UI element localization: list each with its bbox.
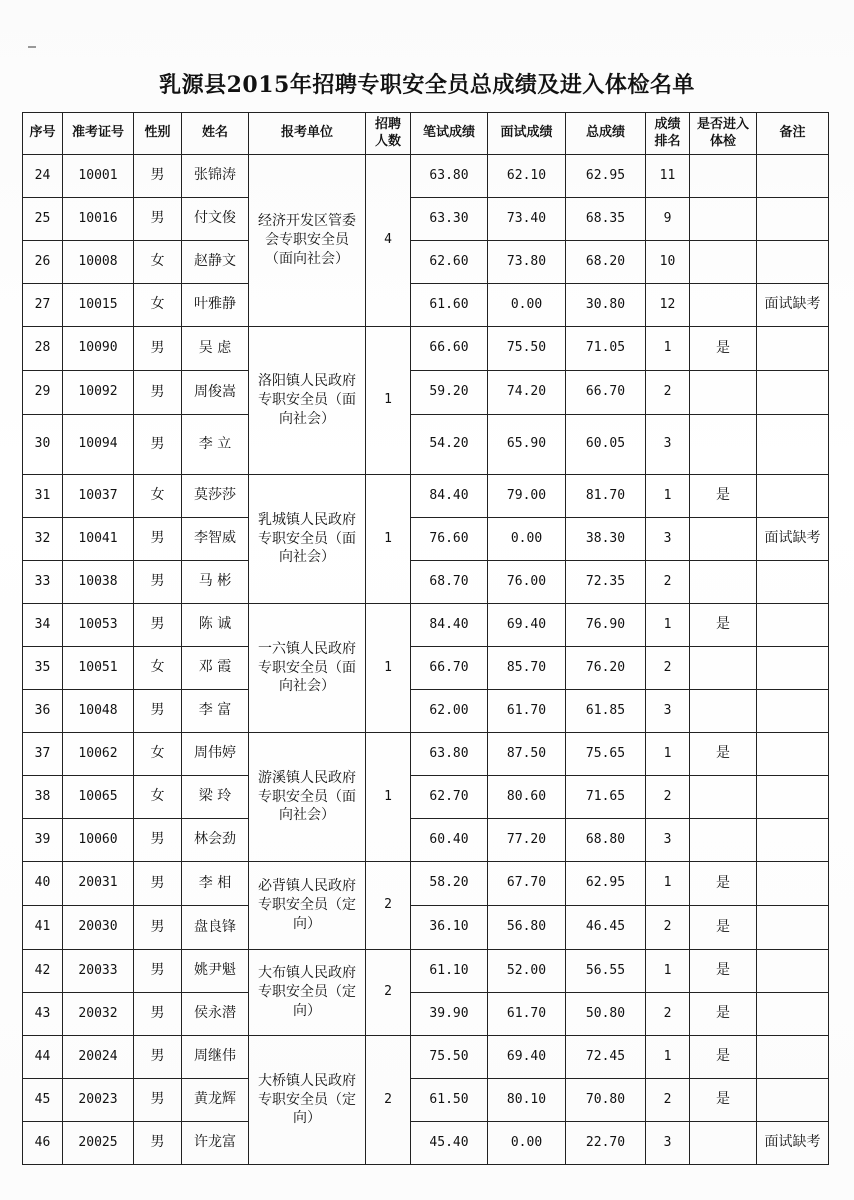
row-46-name: 许龙富 [181, 1121, 249, 1165]
row-27-interview: 0.00 [487, 283, 566, 327]
row-31-remark [756, 474, 829, 518]
row-31-total: 81.70 [565, 474, 646, 518]
row-29-rank: 2 [645, 370, 690, 415]
row-25-interview: 73.40 [487, 197, 566, 241]
row-36-seq: 36 [22, 689, 63, 733]
row-35-exam-no: 10051 [62, 646, 134, 690]
row-41-name: 盘良锋 [181, 905, 249, 950]
row-38-interview: 80.60 [487, 775, 566, 819]
row-38-gender: 女 [133, 775, 182, 819]
row-44-seq: 44 [22, 1035, 63, 1079]
row-25-gender: 男 [133, 197, 182, 241]
header-exam-no: 准考证号 [62, 112, 134, 155]
row-25-rank: 9 [645, 197, 690, 241]
header-quota: 招聘人数 [365, 112, 411, 155]
row-30-physical [689, 414, 757, 475]
row-39-physical [689, 818, 757, 862]
row-30-rank: 3 [645, 414, 690, 475]
row-44-name: 周继伟 [181, 1035, 249, 1079]
row-41-written: 36.10 [410, 905, 488, 950]
group-1-unit: 洛阳镇人民政府专职安全员（面向社会） [248, 326, 366, 475]
row-37-gender: 女 [133, 732, 182, 776]
row-41-interview: 56.80 [487, 905, 566, 950]
row-34-physical: 是 [689, 603, 757, 647]
row-27-exam-no: 10015 [62, 283, 134, 327]
group-5-quota: 2 [365, 861, 411, 950]
header-remark: 备注 [756, 112, 829, 155]
row-44-total: 72.45 [565, 1035, 646, 1079]
row-43-written: 39.90 [410, 992, 488, 1036]
row-46-rank: 3 [645, 1121, 690, 1165]
header-interview: 面试成绩 [487, 112, 566, 155]
row-45-seq: 45 [22, 1078, 63, 1122]
row-33-gender: 男 [133, 560, 182, 604]
row-32-gender: 男 [133, 517, 182, 561]
row-24-gender: 男 [133, 154, 182, 198]
row-26-name: 赵静文 [181, 240, 249, 284]
row-28-physical: 是 [689, 326, 757, 371]
row-28-exam-no: 10090 [62, 326, 134, 371]
row-28-name: 吴 虑 [181, 326, 249, 371]
row-26-gender: 女 [133, 240, 182, 284]
row-33-written: 68.70 [410, 560, 488, 604]
row-45-exam-no: 20023 [62, 1078, 134, 1122]
group-4-unit: 游溪镇人民政府专职安全员（面向社会） [248, 732, 366, 862]
row-27-remark: 面试缺考 [756, 283, 829, 327]
row-29-name: 周俊嵩 [181, 370, 249, 415]
row-26-exam-no: 10008 [62, 240, 134, 284]
row-32-remark: 面试缺考 [756, 517, 829, 561]
row-36-physical [689, 689, 757, 733]
row-30-remark [756, 414, 829, 475]
group-3-unit: 一六镇人民政府专职安全员（面向社会） [248, 603, 366, 733]
row-35-rank: 2 [645, 646, 690, 690]
row-43-remark [756, 992, 829, 1036]
row-36-interview: 61.70 [487, 689, 566, 733]
row-46-exam-no: 20025 [62, 1121, 134, 1165]
row-44-remark [756, 1035, 829, 1079]
row-41-total: 46.45 [565, 905, 646, 950]
row-36-remark [756, 689, 829, 733]
row-30-gender: 男 [133, 414, 182, 475]
row-44-written: 75.50 [410, 1035, 488, 1079]
row-45-total: 70.80 [565, 1078, 646, 1122]
row-31-seq: 31 [22, 474, 63, 518]
row-32-rank: 3 [645, 517, 690, 561]
row-25-total: 68.35 [565, 197, 646, 241]
row-35-total: 76.20 [565, 646, 646, 690]
row-40-remark [756, 861, 829, 906]
row-43-physical: 是 [689, 992, 757, 1036]
row-40-written: 58.20 [410, 861, 488, 906]
row-29-total: 66.70 [565, 370, 646, 415]
group-3-quota: 1 [365, 603, 411, 733]
row-25-written: 63.30 [410, 197, 488, 241]
row-43-gender: 男 [133, 992, 182, 1036]
group-6-unit: 大布镇人民政府专职安全员（定向） [248, 949, 366, 1036]
row-44-rank: 1 [645, 1035, 690, 1079]
row-42-seq: 42 [22, 949, 63, 993]
row-46-seq: 46 [22, 1121, 63, 1165]
row-42-written: 61.10 [410, 949, 488, 993]
row-42-total: 56.55 [565, 949, 646, 993]
row-24-seq: 24 [22, 154, 63, 198]
row-24-total: 62.95 [565, 154, 646, 198]
row-40-exam-no: 20031 [62, 861, 134, 906]
row-36-rank: 3 [645, 689, 690, 733]
row-39-rank: 3 [645, 818, 690, 862]
row-34-exam-no: 10053 [62, 603, 134, 647]
row-42-name: 姚尹魁 [181, 949, 249, 993]
row-30-total: 60.05 [565, 414, 646, 475]
row-32-physical [689, 517, 757, 561]
row-35-physical [689, 646, 757, 690]
row-24-rank: 11 [645, 154, 690, 198]
header-rank: 成绩排名 [645, 112, 690, 155]
row-32-exam-no: 10041 [62, 517, 134, 561]
row-28-seq: 28 [22, 326, 63, 371]
row-27-physical [689, 283, 757, 327]
row-27-rank: 12 [645, 283, 690, 327]
row-46-remark: 面试缺考 [756, 1121, 829, 1165]
row-37-seq: 37 [22, 732, 63, 776]
row-34-written: 84.40 [410, 603, 488, 647]
row-36-gender: 男 [133, 689, 182, 733]
row-25-exam-no: 10016 [62, 197, 134, 241]
row-31-written: 84.40 [410, 474, 488, 518]
row-42-remark [756, 949, 829, 993]
row-26-written: 62.60 [410, 240, 488, 284]
row-34-rank: 1 [645, 603, 690, 647]
row-29-exam-no: 10092 [62, 370, 134, 415]
row-25-seq: 25 [22, 197, 63, 241]
row-37-name: 周伟婷 [181, 732, 249, 776]
row-31-physical: 是 [689, 474, 757, 518]
row-45-name: 黄龙辉 [181, 1078, 249, 1122]
row-38-remark [756, 775, 829, 819]
row-31-exam-no: 10037 [62, 474, 134, 518]
row-43-interview: 61.70 [487, 992, 566, 1036]
row-26-total: 68.20 [565, 240, 646, 284]
row-41-physical: 是 [689, 905, 757, 950]
header-physical: 是否进入体检 [689, 112, 757, 155]
row-30-written: 54.20 [410, 414, 488, 475]
group-4-quota: 1 [365, 732, 411, 862]
row-37-exam-no: 10062 [62, 732, 134, 776]
row-45-written: 61.50 [410, 1078, 488, 1122]
row-40-physical: 是 [689, 861, 757, 906]
row-35-remark [756, 646, 829, 690]
row-26-physical [689, 240, 757, 284]
row-45-rank: 2 [645, 1078, 690, 1122]
row-24-remark [756, 154, 829, 198]
row-38-total: 71.65 [565, 775, 646, 819]
row-29-interview: 74.20 [487, 370, 566, 415]
row-37-physical: 是 [689, 732, 757, 776]
row-38-physical [689, 775, 757, 819]
row-46-gender: 男 [133, 1121, 182, 1165]
row-33-seq: 33 [22, 560, 63, 604]
row-37-written: 63.80 [410, 732, 488, 776]
row-24-physical [689, 154, 757, 198]
row-27-seq: 27 [22, 283, 63, 327]
row-39-interview: 77.20 [487, 818, 566, 862]
row-39-written: 60.40 [410, 818, 488, 862]
row-33-total: 72.35 [565, 560, 646, 604]
row-45-interview: 80.10 [487, 1078, 566, 1122]
row-31-name: 莫莎莎 [181, 474, 249, 518]
group-5-unit: 必背镇人民政府专职安全员（定向） [248, 861, 366, 950]
row-28-gender: 男 [133, 326, 182, 371]
row-35-written: 66.70 [410, 646, 488, 690]
row-40-seq: 40 [22, 861, 63, 906]
row-45-physical: 是 [689, 1078, 757, 1122]
row-34-seq: 34 [22, 603, 63, 647]
row-43-name: 侯永潜 [181, 992, 249, 1036]
row-43-seq: 43 [22, 992, 63, 1036]
row-39-total: 68.80 [565, 818, 646, 862]
row-28-total: 71.05 [565, 326, 646, 371]
group-1-quota: 1 [365, 326, 411, 475]
row-30-name: 李 立 [181, 414, 249, 475]
row-43-exam-no: 20032 [62, 992, 134, 1036]
row-33-physical [689, 560, 757, 604]
row-25-name: 付文俊 [181, 197, 249, 241]
row-44-gender: 男 [133, 1035, 182, 1079]
row-36-name: 李 富 [181, 689, 249, 733]
row-45-gender: 男 [133, 1078, 182, 1122]
row-27-written: 61.60 [410, 283, 488, 327]
row-26-seq: 26 [22, 240, 63, 284]
row-43-rank: 2 [645, 992, 690, 1036]
row-24-written: 63.80 [410, 154, 488, 198]
row-29-seq: 29 [22, 370, 63, 415]
row-40-rank: 1 [645, 861, 690, 906]
group-0-unit: 经济开发区管委会专职安全员（面向社会） [248, 154, 366, 327]
header-total: 总成绩 [565, 112, 646, 155]
row-44-interview: 69.40 [487, 1035, 566, 1079]
row-38-seq: 38 [22, 775, 63, 819]
row-32-interview: 0.00 [487, 517, 566, 561]
row-46-written: 45.40 [410, 1121, 488, 1165]
row-30-seq: 30 [22, 414, 63, 475]
row-33-remark [756, 560, 829, 604]
row-31-gender: 女 [133, 474, 182, 518]
row-27-name: 叶雅静 [181, 283, 249, 327]
row-28-rank: 1 [645, 326, 690, 371]
group-7-quota: 2 [365, 1035, 411, 1165]
row-33-name: 马 彬 [181, 560, 249, 604]
group-6-quota: 2 [365, 949, 411, 1036]
row-28-written: 66.60 [410, 326, 488, 371]
row-29-physical [689, 370, 757, 415]
row-42-gender: 男 [133, 949, 182, 993]
row-28-interview: 75.50 [487, 326, 566, 371]
row-39-name: 林会劲 [181, 818, 249, 862]
row-32-total: 38.30 [565, 517, 646, 561]
row-32-written: 76.60 [410, 517, 488, 561]
row-28-remark [756, 326, 829, 371]
row-42-interview: 52.00 [487, 949, 566, 993]
row-30-exam-no: 10094 [62, 414, 134, 475]
row-38-exam-no: 10065 [62, 775, 134, 819]
row-44-exam-no: 20024 [62, 1035, 134, 1079]
row-25-physical [689, 197, 757, 241]
row-35-seq: 35 [22, 646, 63, 690]
row-33-exam-no: 10038 [62, 560, 134, 604]
row-42-rank: 1 [645, 949, 690, 993]
row-46-interview: 0.00 [487, 1121, 566, 1165]
row-36-written: 62.00 [410, 689, 488, 733]
row-41-exam-no: 20030 [62, 905, 134, 950]
group-0-quota: 4 [365, 154, 411, 327]
header-name: 姓名 [181, 112, 249, 155]
row-31-interview: 79.00 [487, 474, 566, 518]
row-26-remark [756, 240, 829, 284]
row-25-remark [756, 197, 829, 241]
row-46-physical [689, 1121, 757, 1165]
row-37-total: 75.65 [565, 732, 646, 776]
row-24-exam-no: 10001 [62, 154, 134, 198]
row-36-total: 61.85 [565, 689, 646, 733]
row-44-physical: 是 [689, 1035, 757, 1079]
header-written: 笔试成绩 [410, 112, 488, 155]
row-40-name: 李 相 [181, 861, 249, 906]
row-42-exam-no: 20033 [62, 949, 134, 993]
row-34-remark [756, 603, 829, 647]
row-46-total: 22.70 [565, 1121, 646, 1165]
row-24-name: 张锦涛 [181, 154, 249, 198]
row-27-total: 30.80 [565, 283, 646, 327]
row-29-remark [756, 370, 829, 415]
row-27-gender: 女 [133, 283, 182, 327]
row-41-remark [756, 905, 829, 950]
row-33-rank: 2 [645, 560, 690, 604]
row-34-total: 76.90 [565, 603, 646, 647]
row-41-seq: 41 [22, 905, 63, 950]
row-41-gender: 男 [133, 905, 182, 950]
row-39-remark [756, 818, 829, 862]
group-7-unit: 大桥镇人民政府专职安全员（定向） [248, 1035, 366, 1165]
row-29-written: 59.20 [410, 370, 488, 415]
row-37-interview: 87.50 [487, 732, 566, 776]
row-40-gender: 男 [133, 861, 182, 906]
row-31-rank: 1 [645, 474, 690, 518]
row-30-interview: 65.90 [487, 414, 566, 475]
row-29-gender: 男 [133, 370, 182, 415]
page-title: 乳源县2015年招聘专职安全员总成绩及进入体检名单 [159, 72, 695, 98]
row-38-written: 62.70 [410, 775, 488, 819]
row-33-interview: 76.00 [487, 560, 566, 604]
row-39-seq: 39 [22, 818, 63, 862]
group-2-unit: 乳城镇人民政府专职安全员（面向社会） [248, 474, 366, 604]
row-40-interview: 67.70 [487, 861, 566, 906]
row-24-interview: 62.10 [487, 154, 566, 198]
row-35-gender: 女 [133, 646, 182, 690]
header-unit: 报考单位 [248, 112, 366, 155]
row-38-rank: 2 [645, 775, 690, 819]
row-35-interview: 85.70 [487, 646, 566, 690]
row-41-rank: 2 [645, 905, 690, 950]
row-39-gender: 男 [133, 818, 182, 862]
row-32-seq: 32 [22, 517, 63, 561]
row-34-gender: 男 [133, 603, 182, 647]
row-45-remark [756, 1078, 829, 1122]
row-37-rank: 1 [645, 732, 690, 776]
group-2-quota: 1 [365, 474, 411, 604]
row-38-name: 梁 玲 [181, 775, 249, 819]
row-34-interview: 69.40 [487, 603, 566, 647]
row-35-name: 邓 霞 [181, 646, 249, 690]
row-39-exam-no: 10060 [62, 818, 134, 862]
row-26-rank: 10 [645, 240, 690, 284]
row-32-name: 李智威 [181, 517, 249, 561]
row-40-total: 62.95 [565, 861, 646, 906]
row-36-exam-no: 10048 [62, 689, 134, 733]
row-42-physical: 是 [689, 949, 757, 993]
header-seq: 序号 [22, 112, 63, 155]
row-34-name: 陈 诚 [181, 603, 249, 647]
header-gender: 性别 [133, 112, 182, 155]
row-43-total: 50.80 [565, 992, 646, 1036]
row-26-interview: 73.80 [487, 240, 566, 284]
row-37-remark [756, 732, 829, 776]
